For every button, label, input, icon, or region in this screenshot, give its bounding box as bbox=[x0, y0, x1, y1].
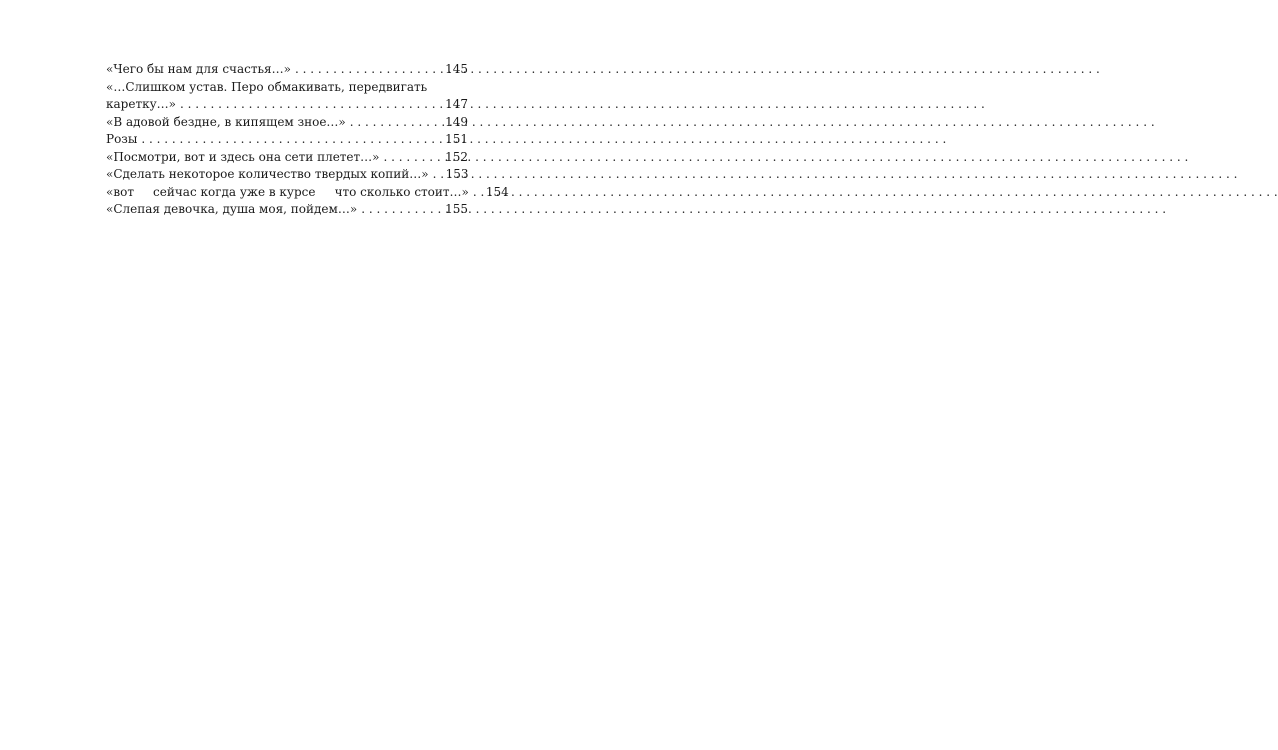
toc-entry bbox=[106, 131, 468, 149]
toc-entry-title: «Слепая девочка, душа моя, пойдем…» bbox=[106, 202, 358, 216]
toc-entry bbox=[106, 166, 468, 184]
toc-entry-title: «вот сейчас когда уже в курсе что сколько стоит…» bbox=[106, 184, 469, 199]
toc-leader-dots bbox=[176, 96, 445, 114]
toc-entry bbox=[106, 61, 468, 79]
toc-leader-dots bbox=[469, 184, 486, 202]
toc-entry bbox=[106, 149, 468, 167]
toc-entry-page: 154 bbox=[485, 184, 509, 199]
toc-entry-page: 147 bbox=[445, 97, 468, 111]
toc-entry bbox=[106, 79, 468, 114]
toc-entry-page: 149 bbox=[445, 114, 468, 129]
toc-entry-title: «Сделать некоторое количество твердых копий…» bbox=[106, 167, 429, 181]
toc-leader-dots bbox=[357, 201, 445, 219]
toc-leader-dots bbox=[429, 166, 446, 184]
toc-leader-dots bbox=[291, 61, 445, 79]
toc-entry-title: Розы bbox=[106, 132, 138, 146]
toc-entry bbox=[106, 201, 468, 219]
toc-entry-title: «Посмотри, вот и здесь она сети плетет…» bbox=[106, 149, 380, 164]
toc-entry-page: 155 bbox=[445, 202, 468, 216]
toc-leader-dots bbox=[137, 131, 445, 149]
table-of-contents bbox=[106, 61, 509, 219]
toc-entry-page: 152 bbox=[445, 149, 468, 164]
toc-entry-page: 151 bbox=[445, 132, 468, 146]
toc-entry-title: «В адовой бездне, в кипящем зное…» bbox=[106, 114, 346, 129]
toc-entry-page: 153 bbox=[445, 167, 469, 181]
toc-leader-dots bbox=[380, 149, 446, 167]
toc-leader-dots bbox=[346, 114, 445, 132]
toc-entry-title-line1: «…Слишком устав. Перо обмакивать, передвигать bbox=[106, 79, 428, 94]
toc-entry-page: 145 bbox=[445, 62, 468, 76]
toc-entry bbox=[106, 184, 509, 202]
toc-entry-title: каретку…» bbox=[106, 97, 176, 111]
toc-entry bbox=[106, 114, 468, 132]
toc-entry-title: «Чего бы нам для счастья…» bbox=[106, 62, 291, 76]
